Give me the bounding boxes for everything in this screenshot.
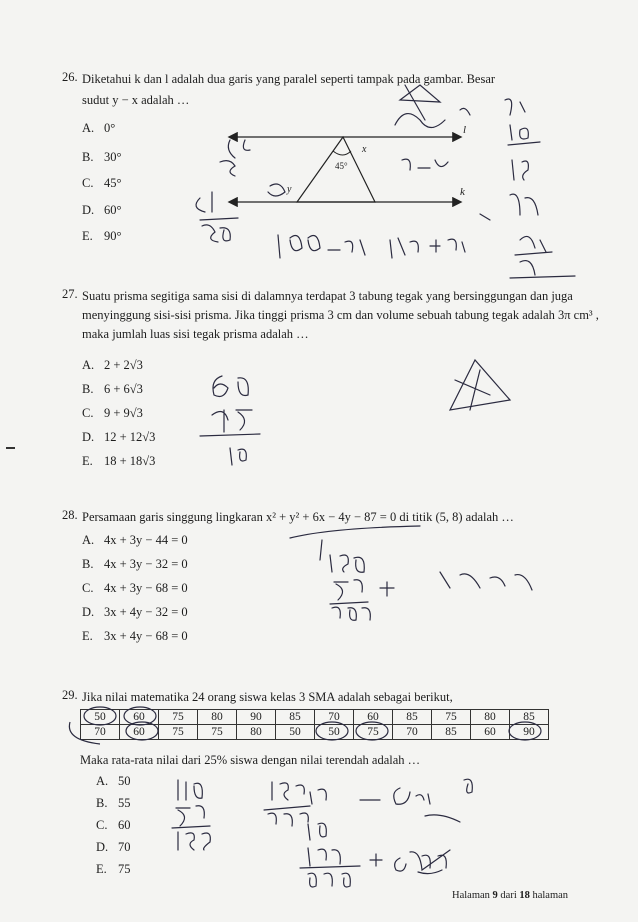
- table-cell: 85: [276, 710, 315, 725]
- table-cell: 70: [81, 725, 120, 740]
- q27-handwritten-notes: [180, 340, 580, 480]
- q27-number: 27.: [62, 287, 78, 301]
- q26-option-d[interactable]: D. 60°: [82, 203, 122, 217]
- table-cell: 50: [315, 725, 354, 740]
- q28-option-e[interactable]: E. 3x + 4y − 68 = 0: [82, 629, 188, 643]
- table-cell: 75: [159, 710, 198, 725]
- scores-table: [80, 709, 549, 740]
- label-y: y: [287, 184, 292, 195]
- table-cell: 85: [432, 725, 471, 740]
- q26-number: 26.: [62, 70, 78, 84]
- q26-option-b[interactable]: B. 30°: [82, 150, 122, 164]
- table-cell: 80: [237, 725, 276, 740]
- table-cell: 75: [432, 710, 471, 725]
- q27-option-d[interactable]: D. 12 + 12√3: [82, 430, 156, 444]
- table-cell: 75: [198, 725, 237, 740]
- q26-text-line1: Diketahui k dan l adalah dua garis yang paralel seperti tampak pada gambar. Besar: [82, 72, 496, 86]
- q29-number: 29.: [62, 688, 78, 702]
- table-cell: 70: [315, 710, 354, 725]
- q26-option-c[interactable]: C. 45°: [82, 176, 122, 190]
- q27-option-e[interactable]: E. 18 + 18√3: [82, 454, 156, 468]
- table-cell: 85: [510, 710, 549, 725]
- q26-figure: [225, 115, 475, 220]
- page-total: 18: [519, 890, 530, 901]
- table-cell: 70: [393, 725, 432, 740]
- label-k: k: [460, 186, 465, 198]
- q29-handwritten-notes: [160, 770, 600, 900]
- table-cell: 50: [81, 710, 120, 725]
- q28-number: 28.: [62, 508, 78, 522]
- table-cell: 75: [354, 725, 393, 740]
- q28-text: Persamaan garis singgung lingkaran x² + y² + 6x − 4y − 87 = 0 di titik (5, 8) adalah …: [82, 510, 514, 524]
- margin-mark: [6, 447, 15, 449]
- q29-option-e[interactable]: E. 75: [96, 862, 131, 876]
- label-l: l: [463, 124, 467, 136]
- table-cell: 60: [120, 725, 159, 740]
- q29-option-c[interactable]: C. 60: [96, 818, 131, 832]
- table-cell: 90: [237, 710, 276, 725]
- q29-option-d[interactable]: D. 70: [96, 840, 131, 854]
- q26-option-a[interactable]: A. 0°: [82, 121, 116, 135]
- table-cell: 50: [276, 725, 315, 740]
- q29-text: Jika nilai matematika 24 orang siswa kelas 3 SMA adalah sebagai berikut,: [82, 690, 453, 704]
- q29-followup: Maka rata-rata nilai dari 25% siswa dengan nilai terendah adalah …: [80, 753, 421, 767]
- label-x: x: [362, 144, 367, 155]
- table-row: [81, 725, 549, 740]
- q27-option-a[interactable]: A. 2 + 2√3: [82, 358, 143, 372]
- q27-text: Suatu prisma segitiga sama sisi di dalamnya terdapat 3 tabung tegak yang bersinggungan dan juga menyinggung sisi-sisi prisma. Jika tinggi prisma 3 cm dan volume sebuah tabung tegak adalah 3π cm³ , maka jumlah luas sisi tegak prisma adalah …: [82, 289, 599, 341]
- q28-option-b[interactable]: B. 4x + 3y − 32 = 0: [82, 557, 188, 571]
- q26-option-e[interactable]: E. 90°: [82, 229, 122, 243]
- page-number: 9: [492, 890, 498, 901]
- q28-option-d[interactable]: D. 3x + 4y − 32 = 0: [82, 605, 188, 619]
- table-cell: 60: [354, 710, 393, 725]
- page-footer: Halaman 9 dari 18 halaman: [452, 890, 569, 901]
- q28-option-a[interactable]: A. 4x + 3y − 44 = 0: [82, 533, 188, 547]
- table-cell: 60: [120, 710, 159, 725]
- table-cell: 60: [471, 725, 510, 740]
- table-cell: 85: [393, 710, 432, 725]
- table-cell: 75: [159, 725, 198, 740]
- q29-option-a[interactable]: A. 50: [96, 774, 131, 788]
- q28-handwritten-notes: [270, 520, 600, 630]
- q27-option-c[interactable]: C. 9 + 9√3: [82, 406, 143, 420]
- q28-option-c[interactable]: C. 4x + 3y − 68 = 0: [82, 581, 188, 595]
- label-45: 45°: [335, 161, 348, 171]
- q26-text-line2: sudut y − x adalah …: [82, 93, 190, 107]
- table-cell: 80: [471, 710, 510, 725]
- q27-option-b[interactable]: B. 6 + 6√3: [82, 382, 143, 396]
- table-row: [81, 710, 549, 725]
- table-cell: 90: [510, 725, 549, 740]
- table-cell: 80: [198, 710, 237, 725]
- q29-option-b[interactable]: B. 55: [96, 796, 131, 810]
